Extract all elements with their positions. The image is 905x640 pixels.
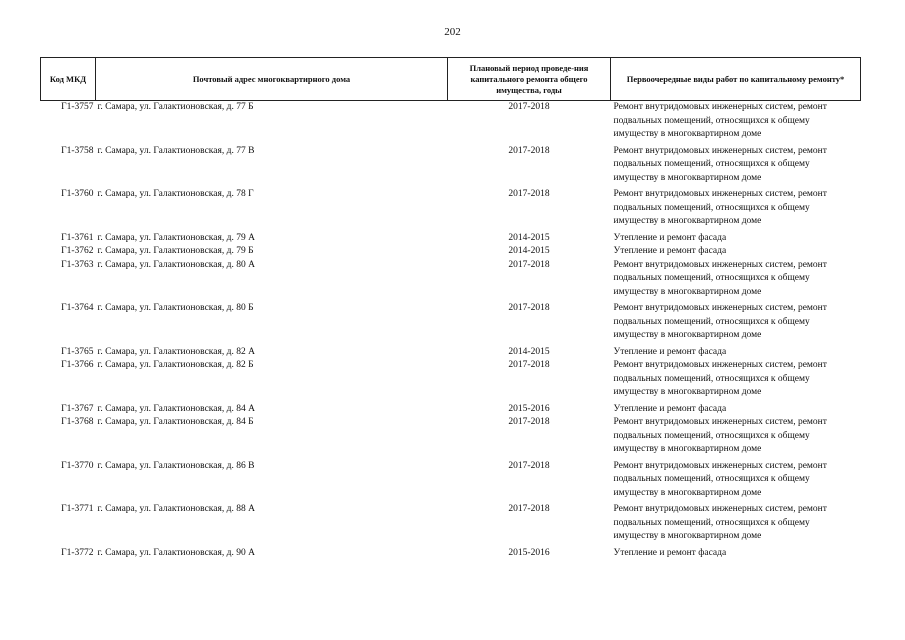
table-row <box>41 346 861 360</box>
cell-address: г. Самара, ул. Галактионовская, д. 79 Б <box>97 246 254 256</box>
cell-work: Ремонт внутридомовых инженерных систем, ремонт подвальных помещений, относящихся к общему имуществу в многоквартирном доме <box>613 360 827 397</box>
table-row <box>41 403 861 417</box>
cell-address: г. Самара, ул. Галактионовская, д. 79 А <box>97 232 255 243</box>
cell-work: Ремонт внутридомовых инженерных систем, ремонт подвальных помещений, относящихся к общему имуществу в многоквартирном доме <box>613 303 827 340</box>
cell-code: Г1-3763 <box>61 259 94 270</box>
table-row <box>41 547 861 561</box>
repair-schedule-table <box>40 57 861 560</box>
cell-code: Г1-3765 <box>61 346 94 357</box>
table-row <box>41 232 861 246</box>
cell-period: 2017-2018 <box>508 145 550 156</box>
cell-period: 2017-2018 <box>508 303 550 313</box>
cell-address: г. Самара, ул. Галактионовская, д. 90 А <box>97 547 255 558</box>
header-address: Почтовый адрес многоквартирного дома <box>96 58 448 101</box>
cell-code: Г1-3764 <box>61 303 94 313</box>
cell-work: Ремонт внутридомовых инженерных систем, ремонт подвальных помещений, относящихся к общему имуществу в многоквартирном доме <box>613 504 827 541</box>
cell-period: 2014-2015 <box>508 346 550 357</box>
table-header <box>41 58 861 101</box>
cell-code: Г1-3767 <box>61 403 94 414</box>
cell-period: 2014-2015 <box>508 246 550 256</box>
cell-period: 2017-2018 <box>508 460 550 471</box>
cell-address: г. Самара, ул. Галактионовская, д. 78 Г <box>97 189 254 199</box>
header-period: Плановый период проведе-ния капитального ремонта общего имущества, годы <box>448 58 611 101</box>
cell-period: 2017-2018 <box>508 189 550 199</box>
cell-address: г. Самара, ул. Галактионовская, д. 82 Б <box>97 360 254 370</box>
cell-work: Ремонт внутридомовых инженерных систем, ремонт подвальных помещений, относящихся к общему имуществу в многоквартирном доме <box>613 417 827 454</box>
cell-address: г. Самара, ул. Галактионовская, д. 82 А <box>97 346 255 357</box>
cell-work: Утепление и ремонт фасада <box>613 246 727 256</box>
table-row <box>41 460 861 504</box>
cell-work: Ремонт внутридомовых инженерных систем, ремонт подвальных помещений, относящихся к общему имуществу в многоквартирном доме <box>613 259 827 297</box>
cell-address: г. Самара, ул. Галактионовская, д. 84 А <box>97 403 255 414</box>
table-row <box>41 416 861 460</box>
cell-address: г. Самара, ул. Галактионовская, д. 77 В <box>97 145 255 156</box>
cell-code: Г1-3766 <box>61 360 94 370</box>
cell-period: 2017-2018 <box>508 360 550 370</box>
table-row <box>41 145 861 189</box>
cell-address: г. Самара, ул. Галактионовская, д. 88 А <box>97 504 255 514</box>
cell-work: Ремонт внутридомовых инженерных систем, ремонт подвальных помещений, относящихся к общему имуществу в многоквартирном доме <box>613 189 827 226</box>
table-row <box>41 302 861 346</box>
cell-period: 2015-2016 <box>508 547 550 558</box>
table-row <box>41 101 861 145</box>
cell-address: г. Самара, ул. Галактионовская, д. 80 Б <box>97 303 254 313</box>
cell-address: г. Самара, ул. Галактионовская, д. 84 Б <box>97 417 254 427</box>
cell-code: Г1-3761 <box>61 232 94 243</box>
cell-code: Г1-3770 <box>61 460 94 471</box>
cell-code: Г1-3768 <box>61 417 94 427</box>
cell-period: 2017-2018 <box>508 259 550 270</box>
table-row <box>41 259 861 303</box>
table-row <box>41 359 861 403</box>
table-row <box>41 503 861 547</box>
header-work: Первоочередные виды работ по капитальному ремонту* <box>611 58 861 101</box>
table-row <box>41 188 861 232</box>
cell-work: Утепление и ремонт фасада <box>613 346 727 357</box>
cell-work: Ремонт внутридомовых инженерных систем, ремонт подвальных помещений, относящихся к общему имуществу в многоквартирном доме <box>613 102 827 139</box>
page-number: 202 <box>444 26 461 38</box>
cell-work: Утепление и ремонт фасада <box>613 547 727 558</box>
cell-code: Г1-3757 <box>61 102 94 112</box>
table-body <box>41 101 861 561</box>
cell-work: Ремонт внутридомовых инженерных систем, ремонт подвальных помещений, относящихся к общему имуществу в многоквартирном доме <box>613 145 827 183</box>
cell-address: г. Самара, ул. Галактионовская, д. 86 В <box>97 460 255 471</box>
cell-work: Утепление и ремонт фасада <box>613 403 727 414</box>
cell-period: 2017-2018 <box>508 417 550 427</box>
cell-code: Г1-3758 <box>61 145 94 156</box>
cell-work: Утепление и ремонт фасада <box>613 232 727 243</box>
cell-period: 2017-2018 <box>508 504 550 514</box>
cell-work: Ремонт внутридомовых инженерных систем, ремонт подвальных помещений, относящихся к общему имуществу в многоквартирном доме <box>613 460 827 498</box>
cell-code: Г1-3762 <box>61 246 94 256</box>
header-code: Код МКД <box>41 58 96 101</box>
table-row <box>41 245 861 259</box>
cell-code: Г1-3760 <box>61 189 94 199</box>
cell-code: Г1-3772 <box>61 547 94 558</box>
cell-period: 2014-2015 <box>508 232 550 243</box>
cell-address: г. Самара, ул. Галактионовская, д. 80 А <box>97 259 255 270</box>
cell-code: Г1-3771 <box>61 504 94 514</box>
cell-period: 2017-2018 <box>508 102 550 112</box>
cell-period: 2015-2016 <box>508 403 550 414</box>
cell-address: г. Самара, ул. Галактионовская, д. 77 Б <box>97 102 254 112</box>
